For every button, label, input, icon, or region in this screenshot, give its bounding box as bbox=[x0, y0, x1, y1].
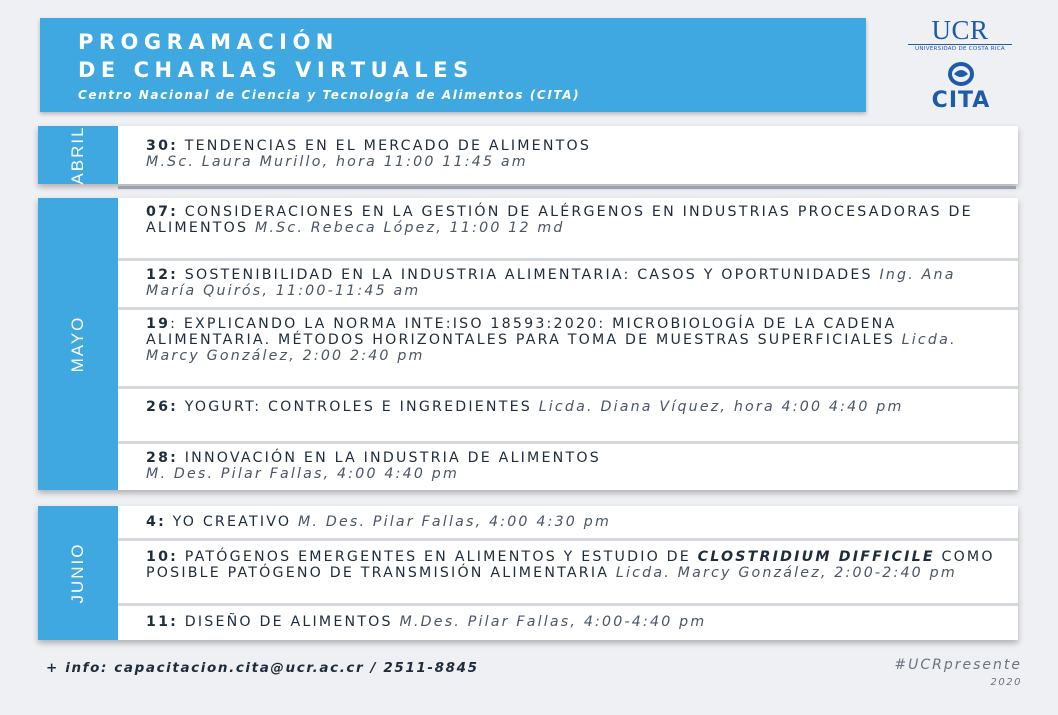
events-list bbox=[118, 506, 1018, 640]
event-day: 26: bbox=[146, 399, 179, 415]
event-day: 12: bbox=[146, 267, 179, 283]
page-subtitle: Centro Nacional de Ciencia y Tecnología de Alimentos (CITA) bbox=[78, 88, 581, 102]
event-day: 4: bbox=[146, 514, 166, 530]
event-speaker: Licda. Marcy González, 2:00-2:40 pm bbox=[615, 565, 957, 581]
event-speaker: M. Des. Pilar Fallas, 4:00 4:40 pm bbox=[146, 466, 460, 482]
month-block-junio bbox=[38, 506, 1018, 640]
event-speaker: Licda. Marcy González, 2:00 2:40 pm bbox=[146, 332, 957, 364]
event-item bbox=[118, 310, 1018, 386]
footer-hashtag-block bbox=[894, 656, 1022, 692]
event-item bbox=[118, 506, 1018, 538]
event-day: 19 bbox=[146, 316, 171, 332]
event-day: 28: bbox=[146, 450, 179, 466]
event-title: PATÓGENOS EMERGENTES EN ALIMENTOS Y ESTUDIO DE bbox=[178, 549, 698, 565]
events-list bbox=[118, 126, 1018, 184]
event-speaker: M.Sc. Rebeca López, 11:00 12 md bbox=[254, 220, 565, 236]
event-day: 10: bbox=[146, 549, 179, 565]
month-label: ABRIL bbox=[68, 125, 87, 185]
footer-contact-info: + info: capacitacion.cita@ucr.ac.cr / 2511-8845 bbox=[46, 660, 479, 676]
ucr-logo-text: UCR bbox=[931, 15, 989, 45]
event-item bbox=[118, 261, 1018, 307]
event-title: : EXPLICANDO LA NORMA INTE:ISO 18593:2020: MICROBIOLOGÍA DE LA CADENA ALIMENTARIA. MÉTODOS HORIZONTALES PARA TOMA DE MUESTRAS SUPERFICIALES bbox=[146, 316, 902, 348]
events-list bbox=[118, 198, 1018, 490]
page-title-line2: DE CHARLAS VIRTUALES bbox=[78, 58, 474, 82]
event-day: 30: bbox=[146, 138, 179, 154]
event-day: 07: bbox=[146, 204, 179, 220]
header-banner bbox=[40, 18, 866, 112]
footer-year: 2020 bbox=[990, 677, 1022, 688]
event-title: INNOVACIÓN EN LA INDUSTRIA DE ALIMENTOS bbox=[178, 450, 601, 466]
event-title: CONSIDERACIONES EN LA GESTIÓN DE ALÉRGENOS EN INDUSTRIAS PROCESADORAS DE ALIMENTOS bbox=[146, 204, 973, 236]
event-title: DISEÑO DE ALIMENTOS bbox=[178, 614, 400, 630]
ucr-logo-subtext: UNIVERSIDAD DE COSTA RICA bbox=[908, 44, 1012, 53]
month-bar bbox=[38, 126, 118, 184]
month-block-abril bbox=[38, 126, 1018, 184]
event-title: TENDENCIAS EN EL MERCADO DE ALIMENTOS bbox=[178, 138, 592, 154]
logos bbox=[900, 16, 1020, 112]
event-item bbox=[118, 444, 1018, 490]
event-item bbox=[118, 606, 1018, 640]
event-speaker: Ing. Ana María Quirós, 11:00-11:45 am bbox=[146, 267, 956, 299]
event-title: SOSTENIBILIDAD EN LA INDUSTRIA ALIMENTARIA: CASOS Y OPORTUNIDADES bbox=[178, 267, 880, 283]
event-speaker: M.Des. Pilar Fallas, 4:00-4:40 pm bbox=[399, 614, 707, 630]
event-item bbox=[118, 541, 1018, 603]
month-bar bbox=[38, 198, 118, 490]
cita-logo-text: CITA bbox=[931, 88, 991, 110]
month-block-mayo bbox=[38, 198, 1018, 490]
month-label: JUNIO bbox=[68, 542, 87, 604]
event-day: 11: bbox=[146, 614, 179, 630]
cita-logo bbox=[906, 62, 1016, 110]
event-item bbox=[118, 198, 1018, 258]
event-speaker: M.Sc. Laura Murillo, hora 11:00 11:45 am bbox=[146, 154, 528, 170]
event-speaker: M. Des. Pilar Fallas, 4:00 4:30 pm bbox=[297, 514, 611, 530]
event-item bbox=[118, 126, 1018, 184]
divider bbox=[118, 186, 1016, 189]
event-title-emphasis: CLOSTRIDIUM DIFFICILE bbox=[697, 549, 935, 565]
event-title: COMO POSIBLE PATÓGENO DE TRANSMISIÓN ALIMENTARIA bbox=[146, 549, 995, 581]
footer-hashtag: #UCRpresente bbox=[894, 657, 1022, 673]
event-title: YOGURT: CONTROLES E INGREDIENTES bbox=[178, 399, 539, 415]
month-bar bbox=[38, 506, 118, 640]
event-speaker: Licda. Diana Víquez, hora 4:00 4:40 pm bbox=[538, 399, 904, 415]
event-title: YO CREATIVO bbox=[165, 514, 298, 530]
month-label: MAYO bbox=[68, 315, 87, 373]
page-title-line1: PROGRAMACIÓN bbox=[78, 30, 339, 54]
ucr-logo bbox=[900, 16, 1020, 53]
event-item bbox=[118, 389, 1018, 441]
cita-emblem-icon bbox=[950, 64, 972, 84]
